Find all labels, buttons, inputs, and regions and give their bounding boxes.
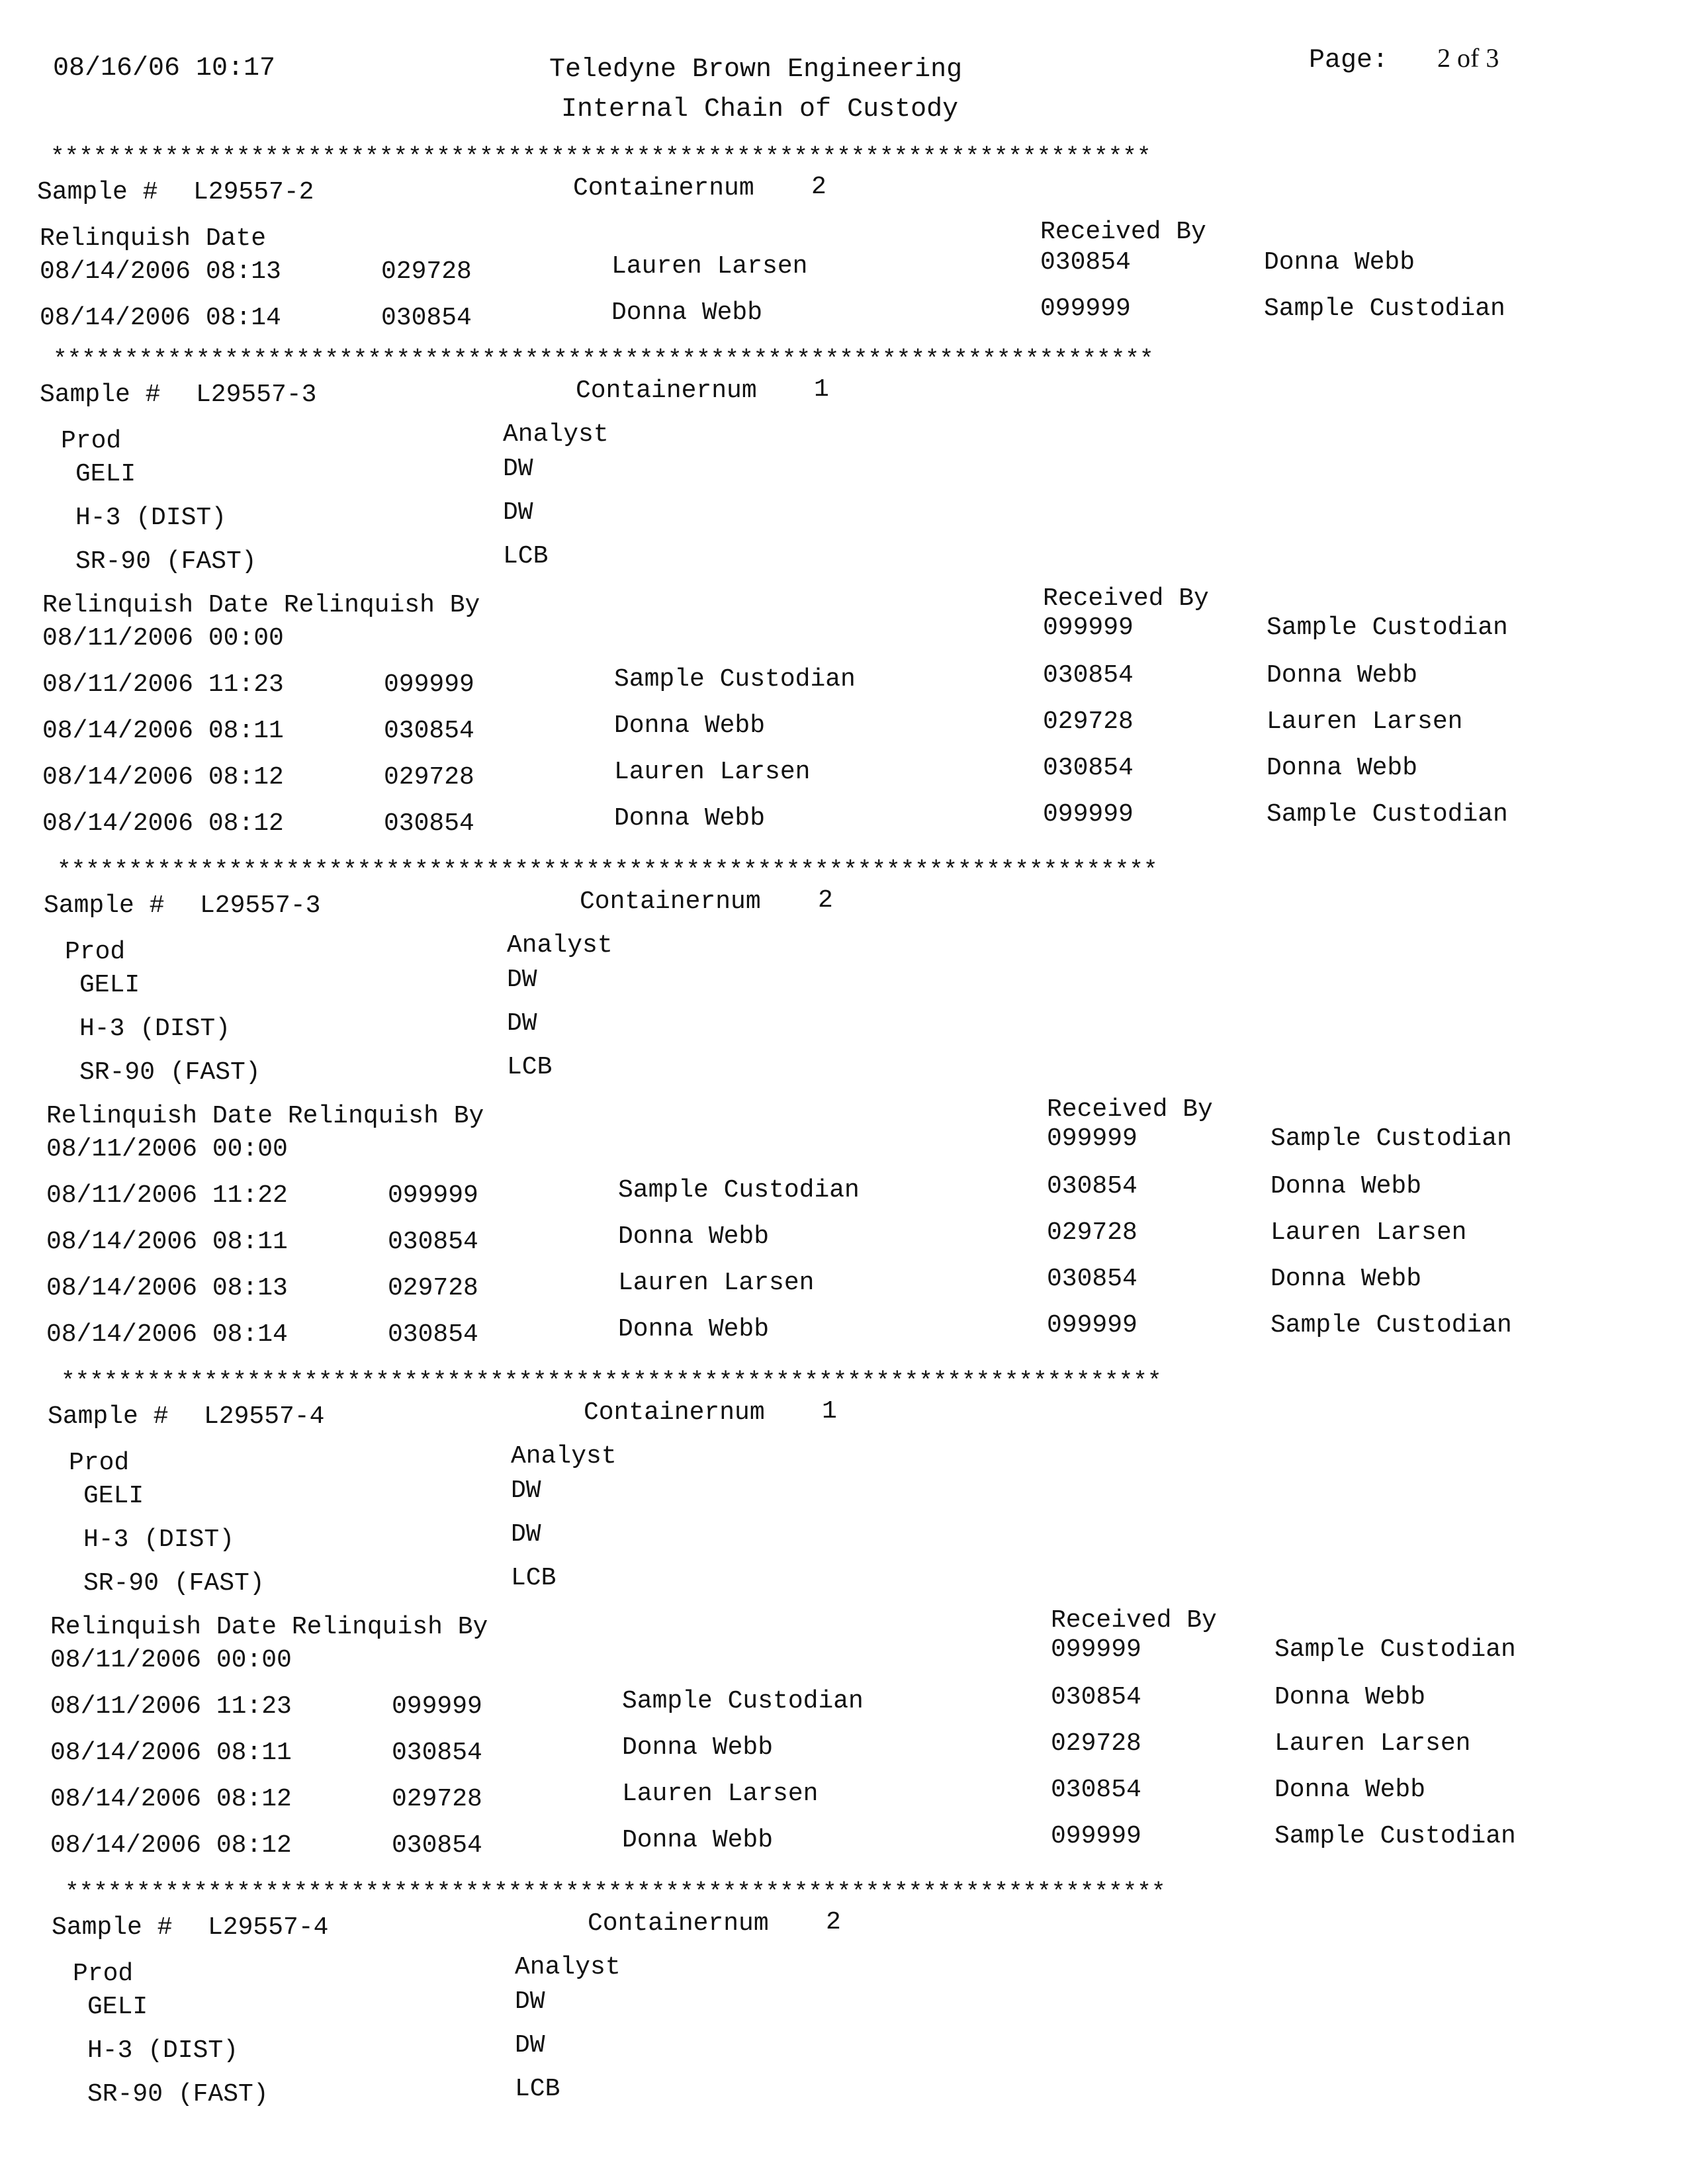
received-id: 030854 <box>1043 754 1134 782</box>
received-name: Lauren Larsen <box>1274 1729 1471 1758</box>
product-analyst: LCB <box>503 542 549 570</box>
containernum-value: 1 <box>814 375 829 404</box>
sample-label: Sample # <box>44 891 165 920</box>
received-name: Donna Webb <box>1274 1683 1426 1711</box>
product-analyst: DW <box>507 966 537 994</box>
relinquish-name: Lauren Larsen <box>611 252 808 281</box>
relinquish-name: Sample Custodian <box>614 665 856 694</box>
transfer-date: 08/14/2006 08:12 <box>50 1831 292 1860</box>
product-analyst: DW <box>511 1477 541 1505</box>
relinquish-id: 030854 <box>384 717 474 745</box>
company-name: Teledyne Brown Engineering <box>549 55 963 85</box>
received-name: Donna Webb <box>1267 754 1418 782</box>
relinquish-id: 099999 <box>392 1692 482 1721</box>
relinquish-id: 099999 <box>388 1181 478 1210</box>
product-name: SR-90 (FAST) <box>87 2080 269 2109</box>
received-id: 099999 <box>1040 295 1131 323</box>
transfer-date: 08/14/2006 08:14 <box>46 1320 288 1349</box>
sample-number: L29557-3 <box>196 381 317 409</box>
received-name: Donna Webb <box>1270 1265 1422 1293</box>
relinquish-header: Relinquish Date Relinquish By <box>50 1613 488 1641</box>
transfer-date: 08/11/2006 00:00 <box>42 624 284 653</box>
transfer-date: 08/14/2006 08:11 <box>50 1739 292 1767</box>
relinquish-id: 029728 <box>392 1785 482 1813</box>
product-name: GELI <box>83 1482 144 1510</box>
relinquish-id: 029728 <box>384 763 474 792</box>
received-name: Lauren Larsen <box>1270 1218 1467 1247</box>
print-datetime: 08/16/06 10:17 <box>53 54 276 83</box>
prod-header: Prod <box>69 1449 130 1477</box>
separator-stars: ***************************************************************************** <box>65 1879 1166 1906</box>
transfer-date: 08/14/2006 08:12 <box>42 763 284 792</box>
product-analyst: DW <box>507 1009 537 1038</box>
separator-stars: ***************************************************************************** <box>57 857 1158 884</box>
relinquish-id: 029728 <box>381 257 472 286</box>
separator-stars: ***************************************************************************** <box>50 144 1151 171</box>
received-by-header: Received By <box>1043 584 1209 613</box>
relinquish-header: Relinquish Date <box>40 224 267 253</box>
relinquish-name: Sample Custodian <box>618 1176 860 1205</box>
received-name: Lauren Larsen <box>1267 707 1463 736</box>
relinquish-name: Donna Webb <box>622 1826 774 1854</box>
analyst-header: Analyst <box>507 931 613 960</box>
received-id: 029728 <box>1051 1729 1141 1758</box>
sample-number: L29557-4 <box>208 1913 329 1942</box>
received-name: Sample Custodian <box>1267 614 1508 642</box>
product-name: GELI <box>79 971 140 999</box>
received-name: Donna Webb <box>1267 661 1418 690</box>
relinquish-id: 099999 <box>384 670 474 699</box>
product-name: H-3 (DIST) <box>79 1015 231 1043</box>
received-name: Donna Webb <box>1264 248 1415 277</box>
product-analyst: DW <box>503 498 533 527</box>
received-name: Sample Custodian <box>1267 800 1508 829</box>
relinquish-name: Donna Webb <box>614 711 766 740</box>
transfer-date: 08/14/2006 08:14 <box>40 304 281 332</box>
product-analyst: LCB <box>507 1053 553 1081</box>
received-id: 030854 <box>1047 1265 1137 1293</box>
received-by-header: Received By <box>1040 218 1206 246</box>
product-name: SR-90 (FAST) <box>75 547 257 576</box>
relinquish-id: 030854 <box>384 809 474 838</box>
received-by-header: Received By <box>1051 1606 1217 1635</box>
product-name: H-3 (DIST) <box>87 2036 239 2065</box>
product-analyst: DW <box>503 455 533 483</box>
containernum-label: Containernum <box>584 1398 765 1427</box>
containernum-value: 1 <box>822 1397 837 1426</box>
transfer-date: 08/14/2006 08:12 <box>42 809 284 838</box>
prod-header: Prod <box>65 938 126 966</box>
received-id: 030854 <box>1040 248 1131 277</box>
relinquish-name: Donna Webb <box>611 298 763 327</box>
containernum-value: 2 <box>818 886 833 915</box>
received-name: Sample Custodian <box>1274 1635 1516 1664</box>
prod-header: Prod <box>61 427 122 455</box>
relinquish-id: 030854 <box>381 304 472 332</box>
received-id: 030854 <box>1043 661 1134 690</box>
containernum-label: Containernum <box>573 174 754 203</box>
received-name: Sample Custodian <box>1270 1311 1512 1340</box>
separator-stars: ***************************************************************************** <box>53 346 1154 373</box>
relinquish-id: 029728 <box>388 1274 478 1302</box>
product-name: H-3 (DIST) <box>75 504 227 532</box>
received-id: 099999 <box>1047 1311 1137 1340</box>
product-name: SR-90 (FAST) <box>83 1569 265 1598</box>
transfer-date: 08/11/2006 00:00 <box>50 1646 292 1674</box>
sample-number: L29557-4 <box>204 1402 325 1431</box>
document-title: Internal Chain of Custody <box>561 95 959 124</box>
product-analyst: DW <box>515 1987 545 2016</box>
product-analyst: LCB <box>515 2075 560 2103</box>
analyst-header: Analyst <box>511 1442 617 1471</box>
relinquish-name: Donna Webb <box>622 1733 774 1762</box>
sample-label: Sample # <box>52 1913 173 1942</box>
received-name: Sample Custodian <box>1264 295 1505 323</box>
transfer-date: 08/14/2006 08:11 <box>46 1228 288 1256</box>
product-name: H-3 (DIST) <box>83 1525 235 1554</box>
transfer-date: 08/14/2006 08:13 <box>40 257 281 286</box>
product-name: SR-90 (FAST) <box>79 1058 261 1087</box>
received-id: 099999 <box>1047 1124 1137 1153</box>
product-name: GELI <box>87 1993 148 2021</box>
transfer-date: 08/14/2006 08:12 <box>50 1785 292 1813</box>
containernum-value: 2 <box>826 1908 841 1936</box>
relinquish-id: 030854 <box>392 1739 482 1767</box>
received-id: 099999 <box>1043 614 1134 642</box>
received-name: Donna Webb <box>1274 1776 1426 1804</box>
received-id: 030854 <box>1047 1172 1137 1201</box>
relinquish-name: Donna Webb <box>614 804 766 833</box>
relinquish-name: Lauren Larsen <box>614 758 811 786</box>
relinquish-header: Relinquish Date Relinquish By <box>42 591 480 619</box>
page-label: Page: <box>1309 46 1389 75</box>
separator-stars: ***************************************************************************** <box>61 1368 1162 1395</box>
received-name: Donna Webb <box>1270 1172 1422 1201</box>
received-id: 099999 <box>1051 1635 1141 1664</box>
relinquish-name: Lauren Larsen <box>618 1269 815 1297</box>
relinquish-id: 030854 <box>388 1228 478 1256</box>
transfer-date: 08/11/2006 11:23 <box>50 1692 292 1721</box>
sample-label: Sample # <box>48 1402 169 1431</box>
transfer-date: 08/11/2006 11:22 <box>46 1181 288 1210</box>
sample-label: Sample # <box>37 178 158 206</box>
received-name: Sample Custodian <box>1274 1822 1516 1850</box>
containernum-label: Containernum <box>576 377 757 405</box>
received-id: 030854 <box>1051 1776 1141 1804</box>
relinquish-name: Sample Custodian <box>622 1687 864 1715</box>
sample-label: Sample # <box>40 381 161 409</box>
received-id: 030854 <box>1051 1683 1141 1711</box>
product-analyst: DW <box>511 1520 541 1549</box>
sample-number: L29557-2 <box>193 178 314 206</box>
received-id: 029728 <box>1043 707 1134 736</box>
sample-number: L29557-3 <box>200 891 321 920</box>
received-by-header: Received By <box>1047 1095 1213 1124</box>
relinquish-id: 030854 <box>388 1320 478 1349</box>
transfer-date: 08/11/2006 11:23 <box>42 670 284 699</box>
containernum-label: Containernum <box>588 1909 769 1938</box>
relinquish-name: Donna Webb <box>618 1222 770 1251</box>
prod-header: Prod <box>73 1960 134 1988</box>
product-analyst: LCB <box>511 1564 557 1592</box>
received-id: 099999 <box>1051 1822 1141 1850</box>
transfer-date: 08/14/2006 08:11 <box>42 717 284 745</box>
page-number: 2 of 3 <box>1437 43 1499 73</box>
analyst-header: Analyst <box>503 420 609 449</box>
product-analyst: DW <box>515 2031 545 2060</box>
received-name: Sample Custodian <box>1270 1124 1512 1153</box>
analyst-header: Analyst <box>515 1953 621 1981</box>
received-id: 029728 <box>1047 1218 1137 1247</box>
relinquish-name: Donna Webb <box>618 1315 770 1343</box>
containernum-value: 2 <box>811 173 826 201</box>
transfer-date: 08/14/2006 08:13 <box>46 1274 288 1302</box>
containernum-label: Containernum <box>580 887 761 916</box>
received-id: 099999 <box>1043 800 1134 829</box>
relinquish-id: 030854 <box>392 1831 482 1860</box>
product-name: GELI <box>75 460 136 488</box>
relinquish-header: Relinquish Date Relinquish By <box>46 1102 484 1130</box>
relinquish-name: Lauren Larsen <box>622 1780 819 1808</box>
transfer-date: 08/11/2006 00:00 <box>46 1135 288 1163</box>
